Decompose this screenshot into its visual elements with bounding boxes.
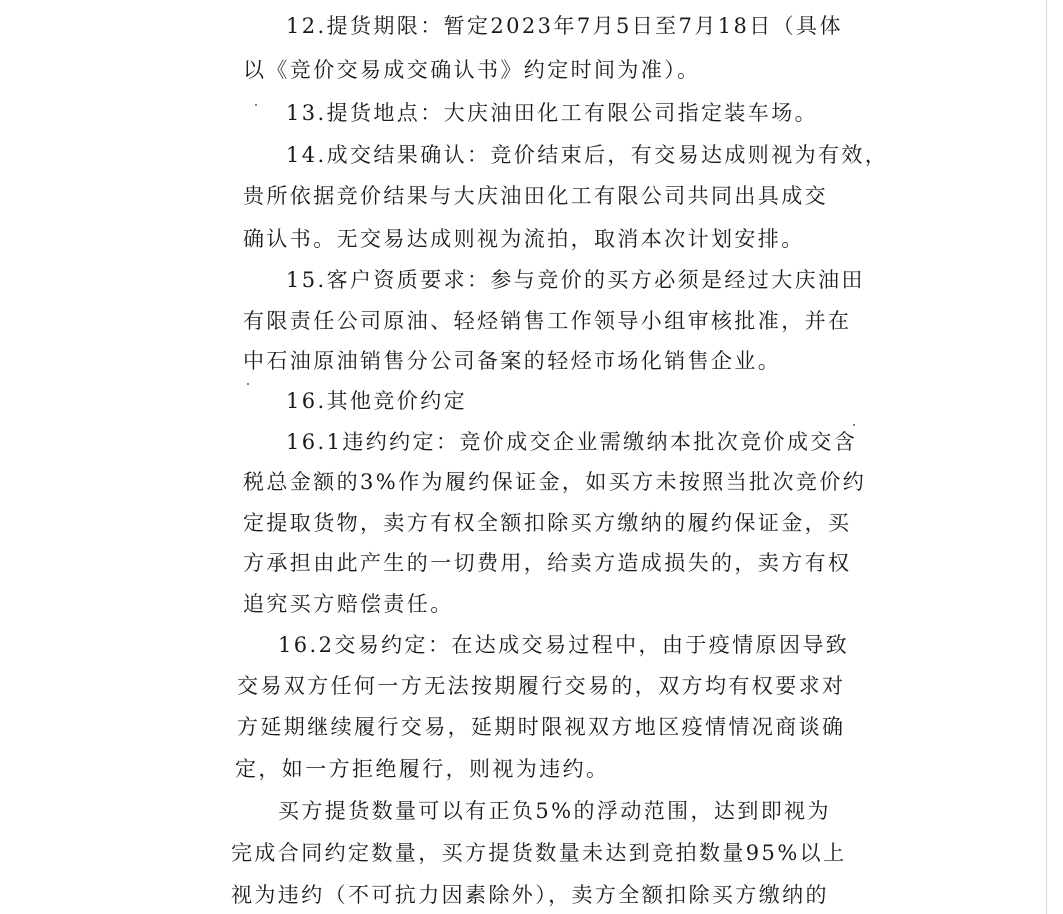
text-line: 视为违约（不可抗力因素除外），卖方全额扣除买方缴纳的	[231, 883, 829, 907]
text-line: 13.提货地点：大庆油田化工有限公司指定装车场。	[286, 101, 818, 125]
text-line: 完成合同约定数量，买方提货数量未达到竞拍数量95%以上	[231, 841, 847, 865]
text-line: 方延期继续履行交易，延期时限视双方地区疫情情况商谈确	[237, 715, 846, 739]
text-line: 方承担由此产生的一切费用，给卖方造成损失的，卖方有权	[243, 551, 852, 575]
text-line: 定，如一方拒绝履行，则视为违约。	[235, 757, 610, 781]
text-line: 追究买方赔偿责任。	[243, 592, 454, 616]
text-line: 16.2交易约定：在达成交易过程中，由于疫情原因导致	[278, 633, 850, 657]
text-line: 中石油原油销售分公司备案的轻烃市场化销售企业。	[243, 349, 782, 373]
text-line: 税总金额的3%作为履约保证金，如买方未按照当批次竞价约	[243, 470, 867, 494]
scan-speck	[255, 104, 257, 106]
text-line: 确认书。无交易达成则视为流拍，取消本次计划安排。	[243, 227, 805, 251]
section-heading: 16.其他竞价约定	[286, 389, 467, 413]
text-line: 以《竞价交易成交确认书》约定时间为准）。	[243, 58, 701, 82]
scan-speck	[853, 424, 855, 426]
text-line: 12.提货期限：暂定2023年7月5日至7月18日（具体	[286, 14, 843, 38]
text-line: 贵所依据竞价结果与大庆油田化工有限公司共同出具成交	[243, 184, 828, 208]
text-line: 定提取货物，卖方有权全额扣除买方缴纳的履约保证金，买	[243, 511, 852, 535]
text-line: 买方提货数量可以有正负5%的浮动范围，达到即视为	[278, 799, 831, 823]
text-line: 交易双方任何一方无法按期履行交易的，双方均有权要求对	[237, 674, 846, 698]
text-line: 15.客户资质要求：参与竞价的买方必须是经过大庆油田	[286, 268, 865, 292]
text-line: 14.成交结果确认：竞价结束后，有交易达成则视为有效，	[286, 143, 889, 167]
page-edge	[1046, 0, 1047, 914]
text-line: 有限责任公司原油、轻烃销售工作领导小组审核批准，并在	[243, 309, 852, 333]
scan-speck	[247, 383, 249, 385]
text-line: 16.1违约约定：竞价成交企业需缴纳本批次竞价成交含	[286, 430, 858, 454]
